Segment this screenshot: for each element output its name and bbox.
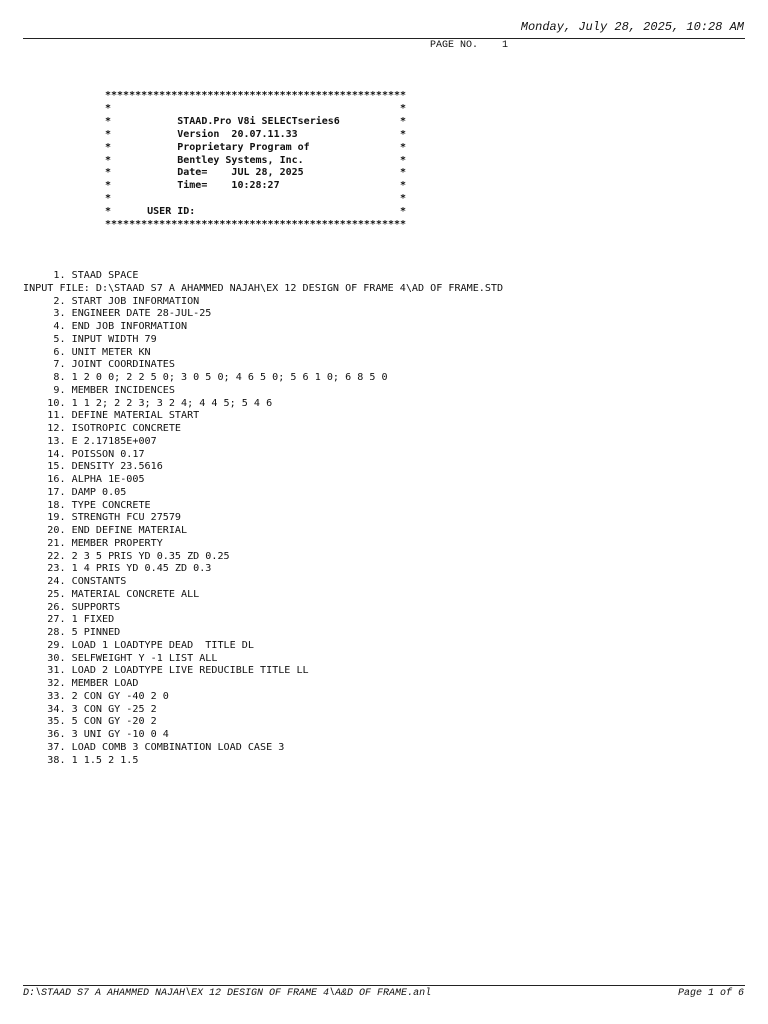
staad-banner [105,90,406,232]
banner-line: * * [105,193,407,205]
listing-line: 14. POISSON 0.17 [23,448,145,460]
listing-line: 33. 2 CON GY -40 2 0 [23,690,169,702]
listing-line: 38. 1 1.5 2 1.5 [23,754,139,766]
banner-line: * Date= JUL 28, 2025 * [105,167,407,179]
banner-line: * Bentley Systems, Inc. * [105,154,407,166]
page-number: PAGE NO. 1 [430,40,509,51]
listing-line: 5. INPUT WIDTH 79 [23,333,157,345]
listing-line: 17. DAMP 0.05 [23,486,127,498]
listing-line: 2. START JOB INFORMATION [23,295,200,307]
listing-line: 34. 3 CON GY -25 2 [23,703,157,715]
listing-line: 7. JOINT COORDINATES [23,359,175,371]
listing-line: 35. 5 CON GY -20 2 [23,716,157,728]
banner-line: * Version 20.07.11.33 * [105,128,407,140]
listing-line: 31. LOAD 2 LOADTYPE LIVE REDUCIBLE TITLE LL [23,665,309,677]
listing-line: 26. SUPPORTS [23,601,121,613]
listing-line: 3. ENGINEER DATE 28-JUL-25 [23,308,212,320]
listing-line: 22. 2 3 5 PRIS YD 0.35 ZD 0.25 [23,550,230,562]
banner-line: * Proprietary Program of * [105,141,407,153]
footer-rule [23,985,745,986]
listing-line: 29. LOAD 1 LOADTYPE DEAD TITLE DL [23,639,254,651]
footer-file-path: D:\STAAD S7 A AHAMMED NAJAH\EX 12 DESIGN OF FRAME 4\A&D OF FRAME.anl [23,988,432,999]
listing-line: 12. ISOTROPIC CONCRETE [23,423,182,434]
listing-line: 16. ALPHA 1E-005 [23,474,145,485]
listing-line: 6. UNIT METER KN [23,346,151,358]
header-rule [23,38,745,39]
listing-line: 20. END DEFINE MATERIAL [23,525,188,536]
banner-line: * Time= 10:28:27 * [105,180,407,192]
listing-line: 8. 1 2 0 0; 2 2 5 0; 3 0 5 0; 4 6 5 0; 5 6 1 0; 6 8 5 0 [23,372,388,383]
listing-line: 1. STAAD SPACE [23,270,139,281]
listing-line: 23. 1 4 PRIS YD 0.45 ZD 0.3 [23,563,212,575]
listing-line: 24. CONSTANTS [23,576,127,587]
listing-line: 11. DEFINE MATERIAL START [23,410,200,422]
header-datetime: Monday, July 28, 2025, 10:28 AM [520,20,744,34]
listing-line: 10. 1 1 2; 2 2 3; 3 2 4; 4 4 5; 5 4 6 [23,397,273,409]
listing-line: 36. 3 UNI GY -10 0 4 [23,729,169,740]
input-listing [23,270,503,767]
listing-line: 37. LOAD COMB 3 COMBINATION LOAD CASE 3 [23,741,285,753]
listing-line: INPUT FILE: D:\STAAD S7 A AHAMMED NAJAH\EX 12 DESIGN OF FRAME 4\AD OF FRAME.STD [23,282,504,294]
listing-line: 27. 1 FIXED [23,614,115,626]
listing-line: 15. DENSITY 23.5616 [23,461,163,473]
listing-line: 30. SELFWEIGHT Y -1 LIST ALL [23,652,218,664]
listing-line: 25. MATERIAL CONCRETE ALL [23,588,200,600]
listing-line: 21. MEMBER PROPERTY [23,537,163,549]
listing-line: 28. 5 PINNED [23,627,121,638]
listing-line: 13. E 2.17185E+007 [23,435,157,447]
listing-line: 32. MEMBER LOAD [23,678,139,689]
banner-line: * * [105,102,407,114]
banner-line: ************************************************** [105,219,407,231]
banner-line: ************************************************** [105,90,407,101]
listing-line: 9. MEMBER INCIDENCES [23,384,175,396]
banner-line: * STAAD.Pro V8i SELECTseries6 * [105,115,407,127]
banner-line: * USER ID: * [105,206,407,218]
footer-page-count: Page 1 of 6 [677,988,744,999]
listing-line: 4. END JOB INFORMATION [23,321,188,332]
listing-line: 18. TYPE CONCRETE [23,499,151,511]
listing-line: 19. STRENGTH FCU 27579 [23,512,182,524]
